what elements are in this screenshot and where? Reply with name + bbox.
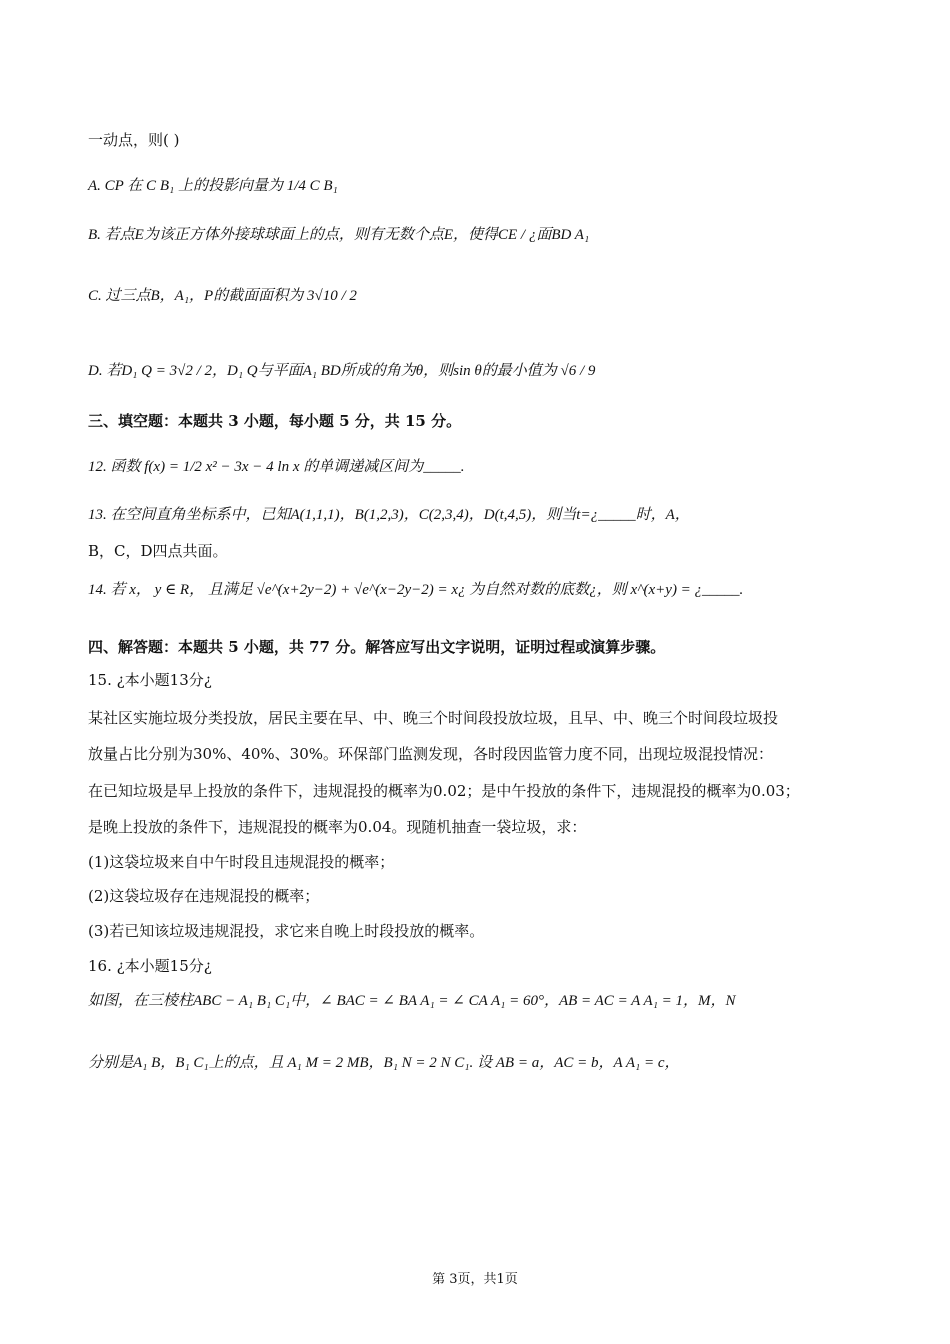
- question-15-sub-1: (1)这袋垃圾来自中午时段且违规混投的概率；: [88, 853, 395, 871]
- question-15-para-4: 是晚上投放的条件下，违规混投的概率为0.04。现随机抽查一袋垃圾，求：: [88, 818, 587, 836]
- question-15-para-1: 某社区实施垃圾分类投放，居民主要在早、中、晚三个时间段投放垃圾，且早、中、晚三个时间段垃圾投: [88, 709, 779, 727]
- question-15-header: 15. ¿本小题13分¿: [88, 671, 212, 689]
- question-15-para-2: 放量占比分别为30%、40%、30%。环保部门监测发现，各时段因监管力度不同，出现垃圾混投情况：: [88, 745, 774, 763]
- question-16-line-1: 如图，在三棱柱ABC − A₁ B₁ C₁中，∠ BAC = ∠ BA A₁ = ∠ CA A₁ = 60°，AB = AC = A A₁ = 1，M，N: [88, 993, 736, 1009]
- section-fill-in-title: 三、填空题：本题共 3 小题，每小题 5 分，共 15 分。: [88, 412, 462, 430]
- section-answer-title: 四、解答题：本题共 5 小题，共 77 分。解答应写出文字说明，证明过程或演算步骤。: [88, 638, 666, 656]
- question-12: 12. 函数 f(x) = 1/2 x² − 3x − 4 ln x 的单调递减区间为_____.: [88, 459, 465, 475]
- q11-option-d: D. 若D₁ Q = 3√2 / 2，D₁ Q与平面A₁ BD所成的角为θ，则sin θ的最小值为 √6 / 9: [88, 363, 596, 379]
- question-15-para-3: 在已知垃圾是早上投放的条件下，违规混投的概率为0.02；是中午投放的条件下，违规混投的概率为0.03；: [88, 782, 800, 800]
- q11-tail: 一动点，则( ): [88, 131, 180, 149]
- question-13-line-2: B，C，D四点共面。: [88, 542, 228, 560]
- question-16-header: 16. ¿本小题15分¿: [88, 957, 212, 975]
- q11-option-b: B. 若点E为该正方体外接球球面上的点，则有无数个点E，使得CE / ¿面BD A₁: [88, 227, 590, 243]
- question-15-sub-3: (3)若已知该垃圾违规混投，求它来自晚上时段投放的概率。: [88, 922, 485, 940]
- question-14: 14. 若 x， y ∈ R， 且满足 √e^(x+2y−2) + √e^(x−2y−2) = x¿ 为自然对数的底数¿，则 x^(x+y) = ¿_____.: [88, 582, 744, 598]
- q11-option-c: C. 过三点B，A₁，P的截面面积为 3√10 / 2: [88, 288, 357, 304]
- question-16-line-2: 分别是A₁ B，B₁ C₁上的点，且 A₁ M = 2 MB，B₁ N = 2 N C₁. 设 AB = a，AC = b，A A₁ = c，: [88, 1055, 680, 1071]
- question-15-sub-2: (2)这袋垃圾存在违规混投的概率；: [88, 887, 320, 905]
- question-13-line-1: 13. 在空间直角坐标系中，已知A(1,1,1)，B(1,2,3)，C(2,3,4)，D(t,4,5)，则当t=¿_____时，A，: [88, 507, 690, 523]
- page-footer: 第 3页，共1页: [432, 1272, 518, 1287]
- q11-option-a: A. CP 在 C B₁ 上的投影向量为 1/4 C B₁: [88, 178, 338, 194]
